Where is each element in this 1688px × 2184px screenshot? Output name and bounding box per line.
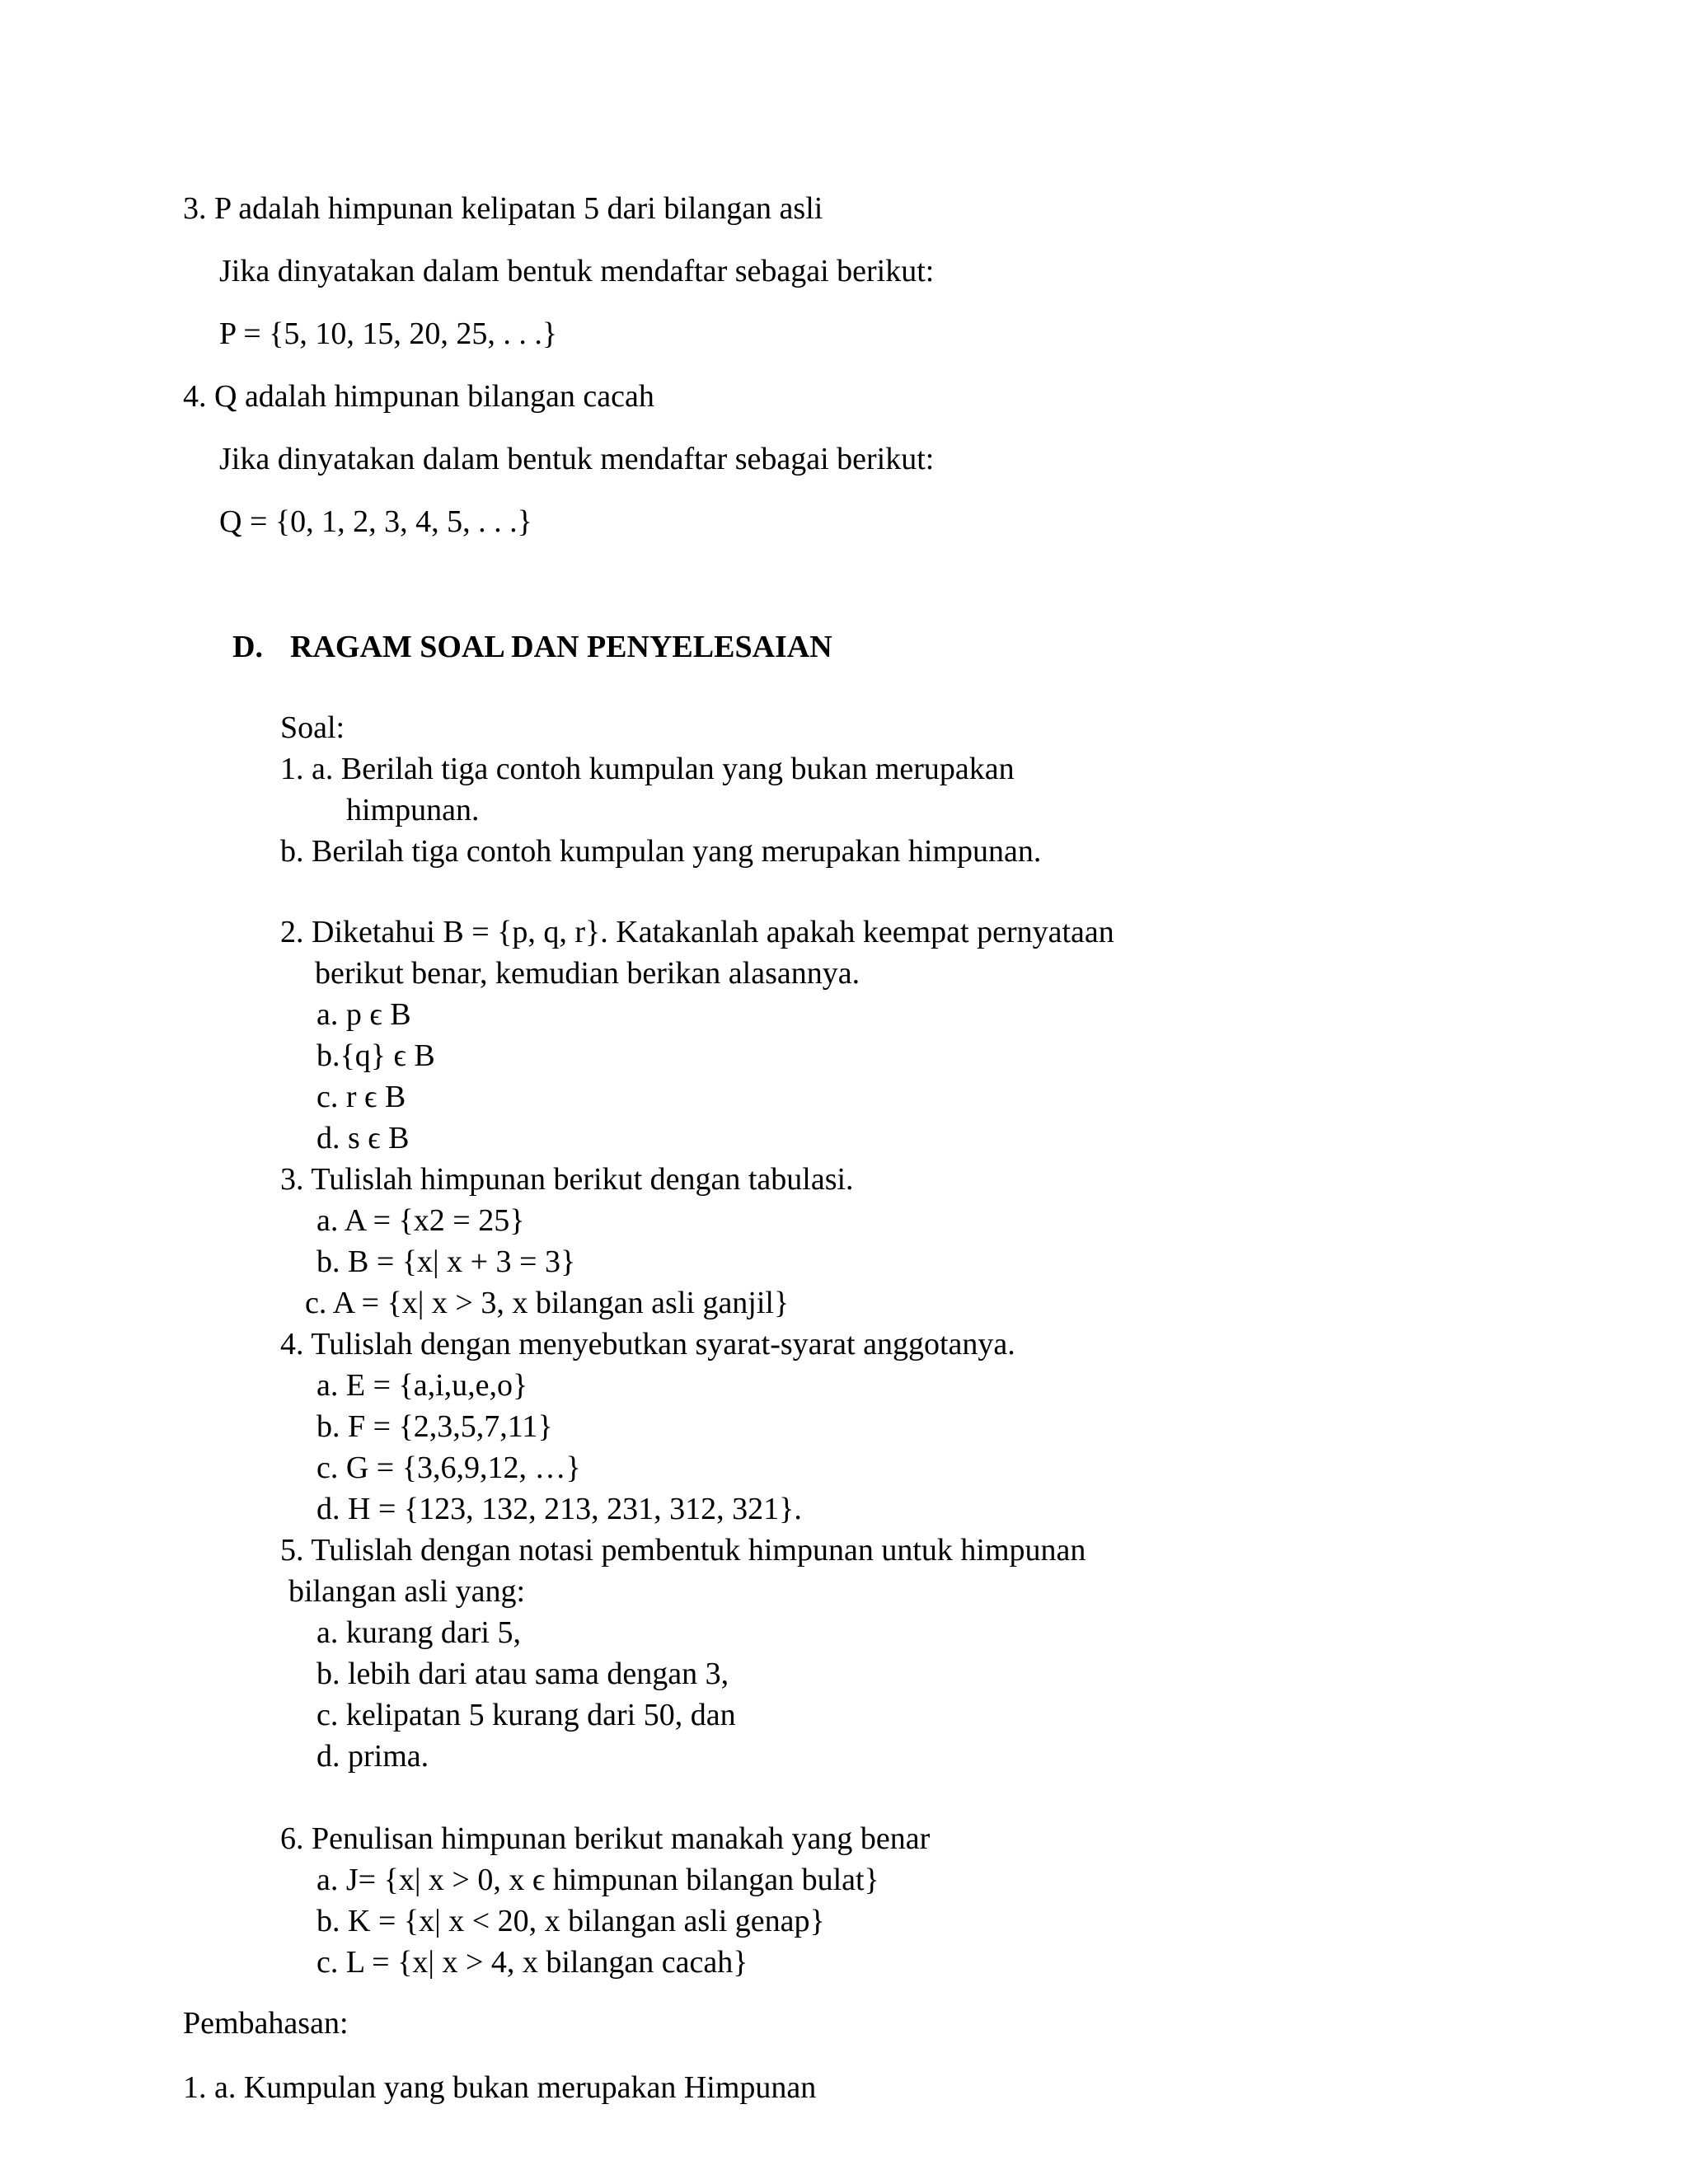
question-3-option-b: b. B = {x| x + 3 = 3} [316,1244,576,1279]
question-2-option-c: c. r ϵ B [316,1080,406,1114]
question-5-option-b: b. lebih dari atau sama dengan 3, [316,1657,729,1691]
intro-item-4: 4. Q adalah himpunan bilangan cacah [183,379,654,414]
question-5-option-a: a. kurang dari 5, [316,1615,521,1650]
question-6-option-a: a. J= {x| x > 0, x ϵ himpunan bilangan bulat} [316,1863,879,1897]
question-2-option-d: d. s ϵ B [316,1121,410,1155]
question-2-continued: berikut benar, kemudian berikan alasannya. [315,956,860,991]
answer-1-a: 1. a. Kumpulan yang bukan merupakan Himpunan [183,2070,817,2105]
soal-label: Soal: [280,710,345,745]
intro-item-3-set: P = {5, 10, 15, 20, 25, . . .} [219,316,558,351]
question-4: 4. Tulislah dengan menyebutkan syarat-syarat anggotanya. [280,1327,1015,1361]
question-4-option-d: d. H = {123, 132, 213, 231, 312, 321}. [316,1492,802,1526]
question-6: 6. Penulisan himpunan berikut manakah yang benar [280,1821,931,1856]
question-2-option-a: a. p ϵ B [316,997,411,1032]
intro-item-3-description: Jika dinyatakan dalam bentuk mendaftar sebagai berikut: [219,254,935,288]
intro-item-4-description: Jika dinyatakan dalam bentuk mendaftar sebagai berikut: [219,442,935,476]
question-1-b: b. Berilah tiga contoh kumpulan yang merupakan himpunan. [280,834,1042,869]
intro-item-3: 3. P adalah himpunan kelipatan 5 dari bilangan asli [183,191,823,226]
question-1-a-continued: himpunan. [346,793,480,827]
question-6-option-b: b. K = {x| x < 20, x bilangan asli genap} [316,1904,825,1938]
question-5-option-c: c. kelipatan 5 kurang dari 50, dan [316,1698,736,1732]
question-5-continued: bilangan asli yang: [288,1574,526,1609]
section-letter: D. [232,630,263,664]
question-4-option-c: c. G = {3,6,9,12, …} [316,1451,581,1485]
pembahasan-label: Pembahasan: [183,2006,349,2041]
question-6-option-c: c. L = {x| x > 4, x bilangan cacah} [316,1945,748,1980]
question-3: 3. Tulislah himpunan berikut dengan tabulasi. [280,1162,854,1197]
question-1-a: 1. a. Berilah tiga contoh kumpulan yang bukan merupakan [280,752,1015,786]
intro-item-4-set: Q = {0, 1, 2, 3, 4, 5, . . .} [219,504,532,539]
section-title: RAGAM SOAL DAN PENYELESAIAN [290,630,832,664]
question-5: 5. Tulislah dengan notasi pembentuk himpunan untuk himpunan [280,1533,1086,1568]
question-2: 2. Diketahui B = {p, q, r}. Katakanlah apakah keempat pernyataan [280,915,1114,949]
question-3-option-c: c. A = {x| x > 3, x bilangan asli ganjil} [305,1286,790,1320]
question-3-option-a: a. A = {x2 = 25} [316,1203,525,1238]
question-4-option-b: b. F = {2,3,5,7,11} [316,1409,553,1444]
question-5-option-d: d. prima. [316,1739,429,1774]
question-2-option-b: b.{q} ϵ B [316,1038,435,1073]
question-4-option-a: a. E = {a,i,u,e,o} [316,1368,528,1403]
